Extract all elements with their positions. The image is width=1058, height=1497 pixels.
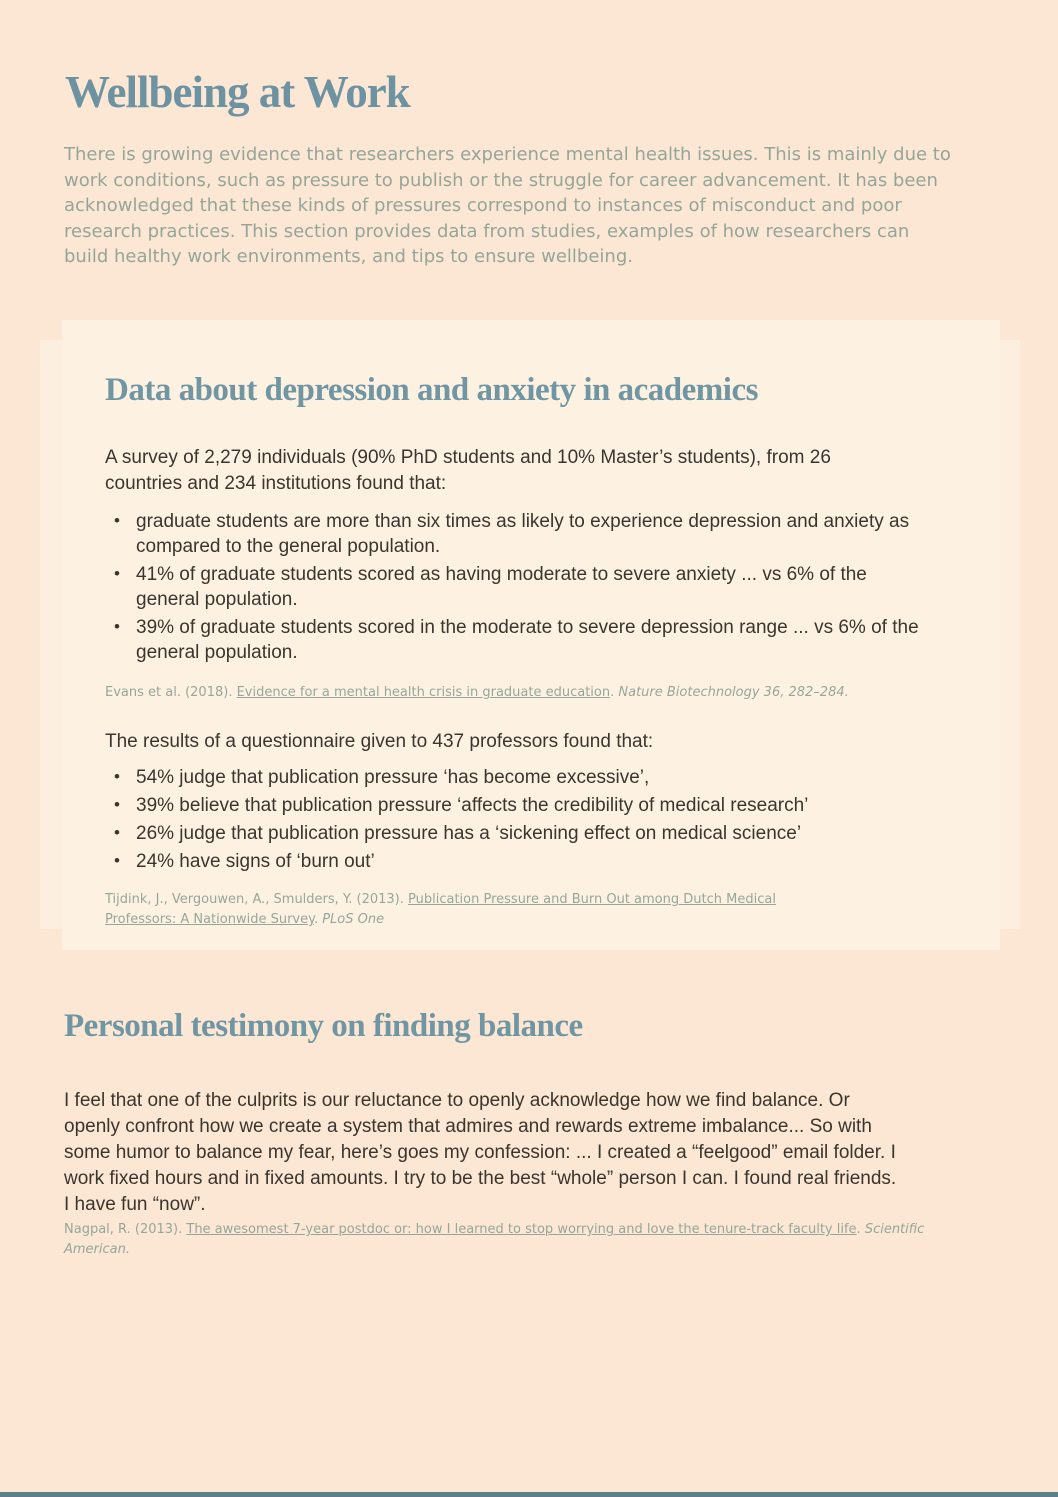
bullet-icon: • xyxy=(114,767,120,786)
citation-text: Tijdink, J., Vergouwen, A., Smulders, Y. (2013). xyxy=(105,892,408,907)
testimony-paragraph: I feel that one of the culprits is our reluctance to openly acknowledge how we find balance. Or openly confront how we create a system that admires and rewards extreme imbalance... So with some humor to balance my fear, here’s goes my confession: ... I created a “feelgood” email folder. I work fixed hours and in fixed amounts. I try to be the best “whole” person I can. I found real friends. I have fun “now”. xyxy=(64,1090,897,1215)
citation-source: Nature Biotechnology 36, 282–284. xyxy=(618,685,849,700)
list-item-text: graduate students are more than six times as likely to experience depression and anxiety as compared to the general population. xyxy=(136,511,910,557)
list-item xyxy=(105,765,920,790)
list-item-text: 41% of graduate students scored as having moderate to severe anxiety ... vs 6% of the general population. xyxy=(136,564,867,610)
questionnaire-intro-paragraph: The results of a questionnaire given to 437 professors found that: xyxy=(105,731,654,752)
citation-link[interactable]: Publication Pressure and Burn Out among Dutch Medical Professors: A Nationwide Survey xyxy=(105,892,776,927)
citation-link[interactable]: The awesomest 7-year postdoc or: how I learned to stop worrying and love the tenure-track faculty life xyxy=(186,1222,857,1237)
bullet-icon: • xyxy=(114,851,120,870)
list-item xyxy=(105,562,920,612)
survey-intro-paragraph: A survey of 2,279 individuals (90% PhD students and 10% Master’s students), from 26 countries and 234 institutions found that: xyxy=(105,447,831,494)
questionnaire-bullet-list xyxy=(105,765,920,874)
list-item xyxy=(105,849,920,874)
bullet-icon: • xyxy=(114,795,120,814)
citation-evans xyxy=(105,683,1010,703)
citation-text: Nagpal, R. (2013). xyxy=(64,1222,187,1237)
citation-source: PLoS One xyxy=(322,912,385,927)
citation-text: Evans et al. (2018). xyxy=(105,685,237,700)
depression-anxiety-card xyxy=(62,320,1000,950)
citation-text: . xyxy=(313,912,323,927)
intro-paragraph: There is growing evidence that researchers experience mental health issues. This is mainly due to work conditions, such as pressure to publish or the struggle for career advancement. It has been acknowledged that these kinds of pressures correspond to instances of misconduct and poor research practices. This section provides data from studies, examples of how researchers can build healthy work environments, and tips to ensure wellbeing. xyxy=(64,144,951,267)
list-item-text: 39% of graduate students scored in the moderate to severe depression range ... vs 6% of the general population. xyxy=(136,617,919,663)
list-item xyxy=(105,793,920,818)
list-item-text: 26% judge that publication pressure has a ‘sickening effect on medical science’ xyxy=(136,823,802,844)
list-item-text: 54% judge that publication pressure ‘has become excessive’, xyxy=(136,767,650,788)
bullet-icon: • xyxy=(114,617,120,636)
bullet-icon: • xyxy=(114,511,120,530)
list-item-text: 39% believe that publication pressure ‘affects the credibility of medical research’ xyxy=(136,795,809,816)
page-title: Wellbeing at Work xyxy=(65,67,410,117)
bullet-icon: • xyxy=(114,564,120,583)
survey-bullet-list xyxy=(105,509,920,665)
list-item-text: 24% have signs of ‘burn out’ xyxy=(136,851,375,872)
page-footer-strip xyxy=(0,1492,1058,1497)
testimony-heading: Personal testimony on finding balance xyxy=(64,1008,583,1044)
citation-text: . xyxy=(856,1222,865,1237)
citation-link[interactable]: Evidence for a mental health crisis in graduate education xyxy=(236,685,611,700)
citation-source: Scientific American. xyxy=(64,1222,925,1257)
list-item xyxy=(105,615,920,665)
citation-tijdink xyxy=(105,890,805,930)
bullet-icon: • xyxy=(114,823,120,842)
citation-text: . xyxy=(610,685,619,700)
list-item xyxy=(105,821,920,846)
list-item xyxy=(105,509,920,559)
card-heading: Data about depression and anxiety in academics xyxy=(105,372,758,408)
citation-nagpal xyxy=(64,1220,994,1260)
